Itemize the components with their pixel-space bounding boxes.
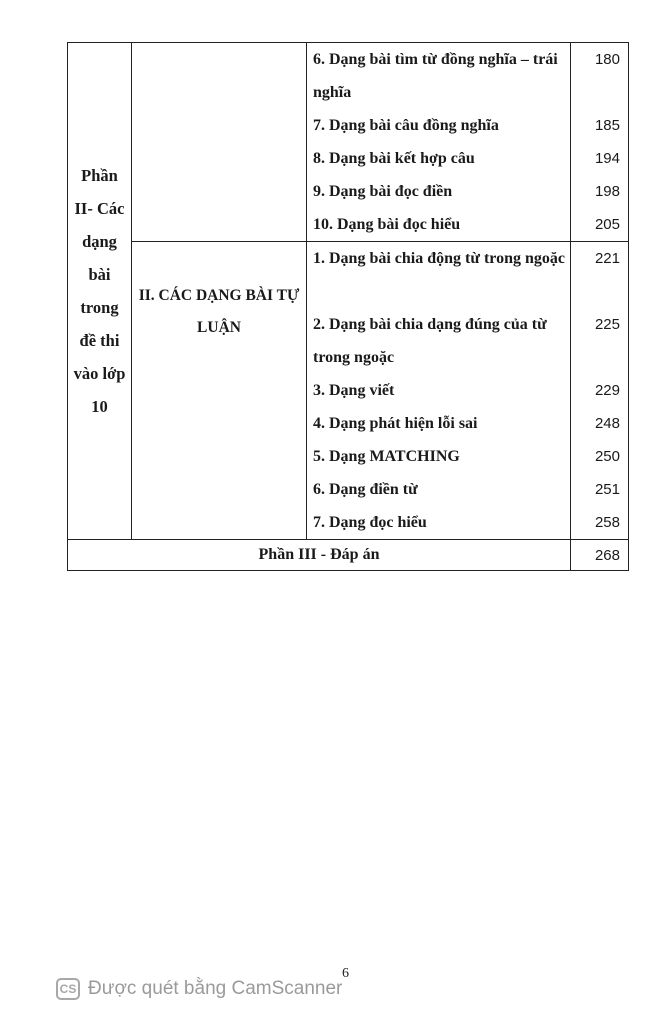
- table-row: [68, 43, 629, 242]
- part2-label: Phần II- Các dạng bài trong đề thi vào lớp 10: [68, 43, 132, 540]
- toc-item: 1. Dạng bài chia động từ trong ngoặc: [313, 250, 566, 267]
- toc-item: 10. Dạng bài đọc hiểu: [313, 216, 461, 233]
- toc-item: 5. Dạng MATCHING: [313, 448, 460, 465]
- page-ref: 229: [594, 382, 620, 399]
- toc-item: 9. Dạng bài đọc điền: [313, 183, 453, 200]
- section-a-pages: [571, 43, 629, 242]
- toc-item: 2. Dạng bài chia dạng đúng của từ trong ngoặc: [313, 316, 547, 366]
- part3-page: 268: [571, 540, 629, 571]
- page-ref: 205: [594, 216, 620, 233]
- section-b-items: [307, 242, 571, 540]
- page-ref: 221: [594, 250, 620, 267]
- toc-item: 4. Dạng phát hiện lỗi sai: [313, 415, 478, 432]
- page-ref: 185: [594, 117, 620, 134]
- toc-item: 6. Dạng điền từ: [313, 481, 418, 498]
- page-ref: 225: [594, 316, 620, 333]
- page-ref: 258: [594, 514, 620, 531]
- toc-item: 6. Dạng bài tìm từ đồng nghĩa – trái nghĩa: [313, 51, 558, 101]
- toc-item: 7. Dạng đọc hiểu: [313, 514, 427, 531]
- page-ref: 194: [594, 150, 620, 167]
- page-ref: 180: [594, 51, 620, 68]
- table-row: [68, 540, 629, 571]
- watermark-text: Được quét bằng CamScanner: [88, 978, 343, 999]
- part3-label: Phần III - Đáp án: [68, 540, 571, 571]
- page-ref: 198: [594, 183, 620, 200]
- camscanner-logo-icon: CS: [56, 978, 80, 1000]
- section-a-cell: [132, 43, 307, 242]
- camscanner-watermark: [56, 978, 342, 1000]
- page-number: 6: [342, 966, 349, 981]
- table-of-contents: [67, 42, 629, 571]
- section-b-pages: [571, 242, 629, 540]
- table-row: [68, 242, 629, 540]
- page-ref: 248: [594, 415, 620, 432]
- section-b-label: II. CÁC DẠNG BÀI TỰ LUẬN: [132, 242, 307, 540]
- toc-item: 3. Dạng viết: [313, 382, 395, 399]
- toc-item: 7. Dạng bài câu đồng nghĩa: [313, 117, 499, 134]
- toc-item: 8. Dạng bài kết hợp câu: [313, 150, 475, 167]
- page-ref: 251: [594, 481, 620, 498]
- section-a-items: [307, 43, 571, 242]
- page-ref: 250: [594, 448, 620, 465]
